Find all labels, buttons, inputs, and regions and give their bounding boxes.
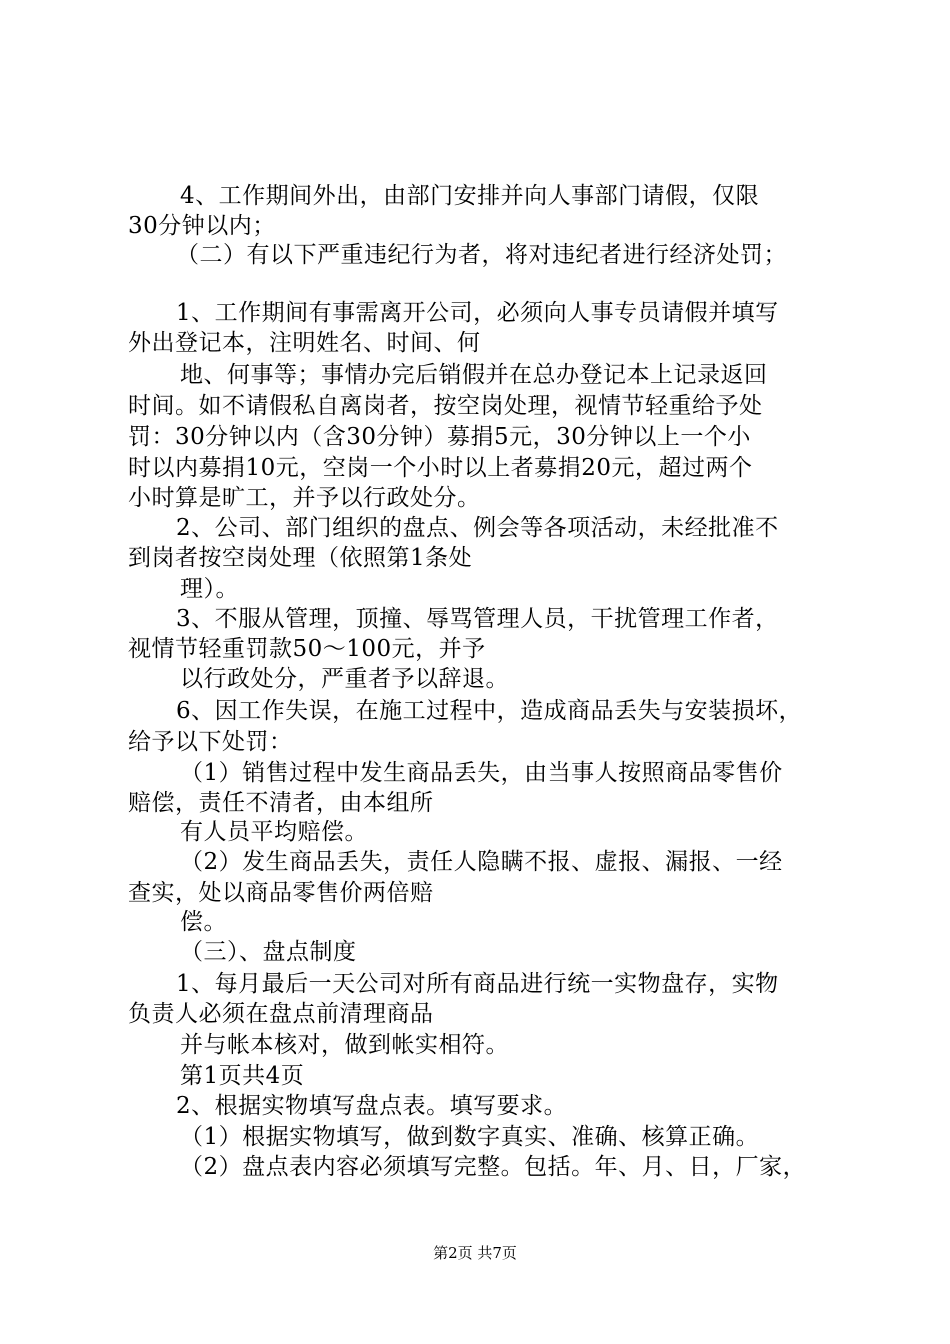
text-line: 1、每月最后一天公司对所有商品进行统一实物盘存，实物	[176, 971, 779, 997]
text-line: 有人员平均赔偿。	[180, 819, 368, 845]
text-line: （2）盘点表内容必须填写完整。包括。年、月、日，厂家，	[180, 1154, 807, 1180]
text-line: （2）发生商品丢失，责任人隐瞒不报、虚报、漏报、一经	[180, 849, 783, 875]
text-line: （二）有以下严重违纪行为者，将对违纪者进行经济处罚；	[176, 242, 787, 268]
text-line: 外出登记本，注明姓名、时间、何	[128, 330, 481, 356]
text-line: 30分钟以内；	[128, 213, 276, 239]
text-line: 赔偿，责任不清者，由本组所	[128, 790, 434, 816]
text-line: 3、不服从管理，顶撞、辱骂管理人员，干扰管理工作者，	[176, 606, 779, 632]
text-line: 6、因工作失误，在施工过程中，造成商品丢失与安装损坏，	[176, 698, 803, 724]
text-line: （1）销售过程中发生商品丢失，由当事人按照商品零售价	[180, 760, 783, 786]
text-line: 查实，处以商品零售价两倍赔	[128, 880, 434, 906]
text-line: 并与帐本核对，做到帐实相符。	[180, 1032, 509, 1058]
text-line: 给予以下处罚：	[128, 729, 293, 755]
text-line: 2、公司、部门组织的盘点、例会等各项活动，未经批准不	[176, 515, 779, 541]
text-line: 地、何事等；事情办完后销假并在总办登记本上记录返回	[180, 362, 768, 388]
text-line: 到岗者按空岗处理（依照第1条处	[128, 545, 473, 571]
text-line: 时间。如不请假私自离岗者，按空岗处理，视情节轻重给予处	[128, 393, 763, 419]
text-line: 4、工作期间外出，由部门安排并向人事部门请假，仅限	[180, 183, 760, 209]
text-line: 2、根据实物填写盘点表。填写要求。	[176, 1093, 568, 1119]
text-line: 1、工作期间有事需离开公司，必须向人事专员请假并填写	[176, 300, 779, 326]
text-line: 偿。	[180, 909, 227, 935]
text-line: 负责人必须在盘点前清理商品	[128, 1001, 434, 1027]
text-line: 视情节轻重罚款50～100元，并予	[128, 636, 486, 662]
text-line: （1）根据实物填写，做到数字真实、准确、核算正确。	[180, 1124, 760, 1150]
text-line: 第1页共4页	[180, 1063, 305, 1089]
text-line: 理）。	[180, 576, 239, 602]
text-line: 以行政处分，严重者予以辞退。	[180, 666, 509, 692]
page-footer: 第2页 共7页	[433, 1244, 517, 1262]
text-line: 时以内募捐10元，空岗一个小时以上者募捐20元，超过两个	[128, 455, 753, 481]
text-line: （三）、盘点制度	[180, 939, 357, 965]
text-line: 小时算是旷工，并予以行政处分。	[128, 485, 481, 511]
text-line: 罚：30分钟以内（含30分钟）募捐5元，30分钟以上一个小	[128, 424, 751, 450]
